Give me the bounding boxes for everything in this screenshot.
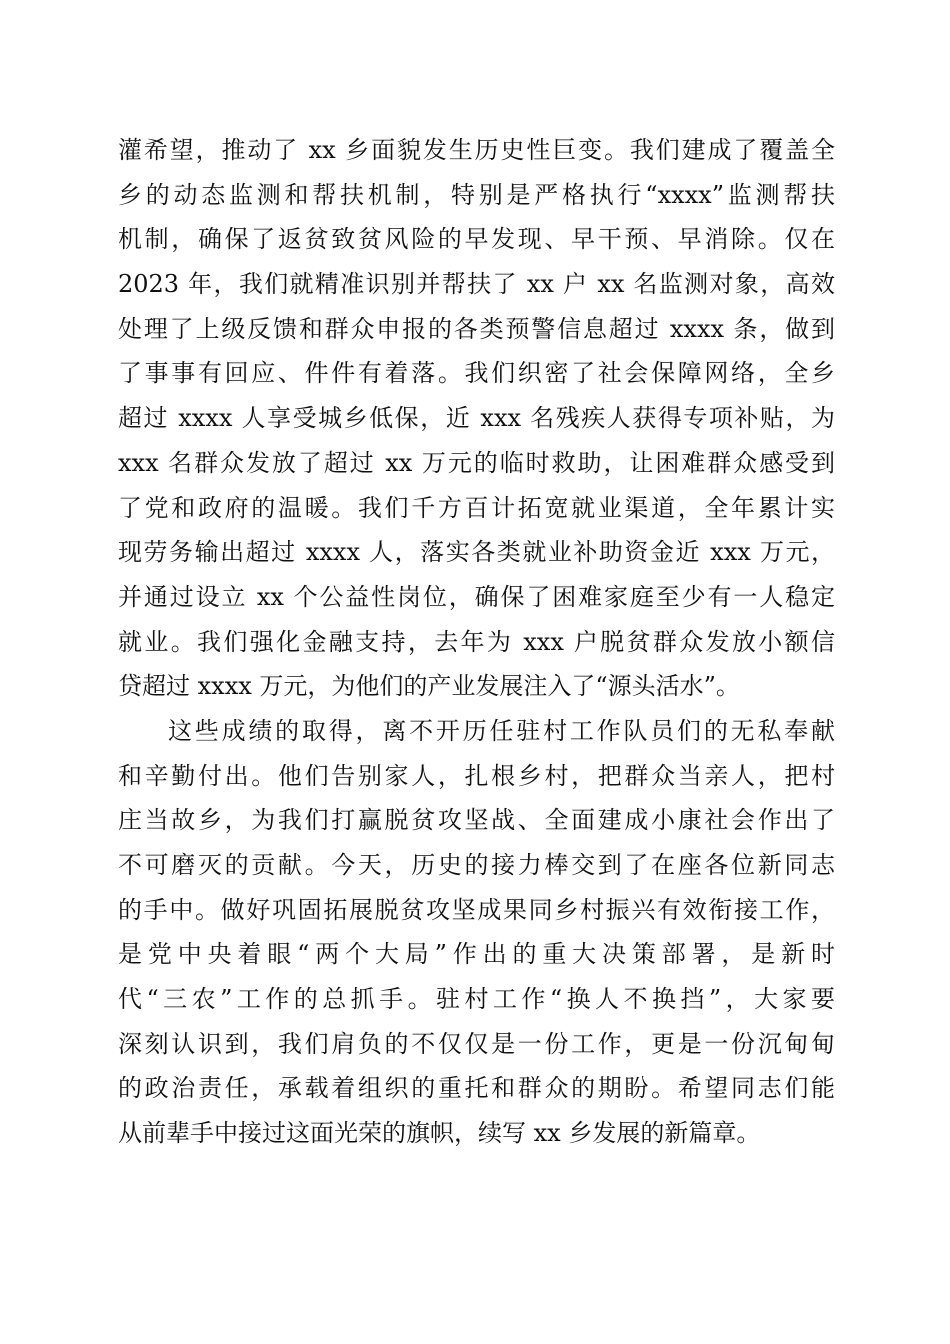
- paragraph-line: 机制，确保了返贫致贫风险的早发现、早干预、早消除。仅在: [118, 225, 835, 254]
- paragraph-line: 代“三农”工作的总抓手。驻村工作“换人不换挡”，大家要: [118, 985, 835, 1014]
- paragraph-line: 超过 xxxx 人享受城乡低保，近 xxx 名残疾人获得专项补贴，为: [118, 404, 835, 433]
- paragraph-line: 就业。我们强化金融支持，去年为 xxx 户脱贫群众发放小额信: [118, 627, 835, 656]
- paragraph-line: 现劳务输出超过 xxxx 人，落实各类就业补助资金近 xxx 万元，: [118, 538, 835, 567]
- paragraph-line: 贷超过 xxxx 万元，为他们的产业发展注入了“源头活水”。: [118, 672, 740, 701]
- paragraph-line: 并通过设立 xx 个公益性岗位，确保了困难家庭至少有一人稳定: [118, 582, 835, 611]
- document-body: [118, 128, 835, 1156]
- paragraph-line: 灌希望，推动了 xx 乡面貌发生历史性巨变。我们建成了覆盖全: [118, 136, 835, 164]
- paragraph-line: 的手中。做好巩固拓展脱贫攻坚成果同乡村振兴有效衔接工作，: [118, 895, 835, 924]
- paragraph-line: 和辛勤付出。他们告别家人，扎根乡村，把群众当亲人，把村: [118, 761, 835, 790]
- paragraph-line: 处理了上级反馈和群众申报的各类预警信息超过 xxxx 条，做到: [118, 314, 835, 343]
- paragraph-line: 2023 年，我们就精准识别并帮扶了 xx 户 xx 名监测对象，高效: [118, 270, 835, 299]
- paragraph-line: 这些成绩的取得，离不开历任驻村工作队员们的无私奉献: [168, 716, 835, 745]
- paragraph-line: 深刻认识到，我们肩负的不仅仅是一份工作，更是一份沉甸甸: [118, 1029, 835, 1058]
- paragraph-line: 的政治责任，承载着组织的重托和群众的期盼。希望同志们能: [118, 1074, 835, 1103]
- paragraph-line: 了事事有回应、件件有着落。我们织密了社会保障网络，全乡: [118, 359, 835, 388]
- paragraph-line: xxx 名群众发放了超过 xx 万元的临时救助，让困难群众感受到: [118, 448, 835, 477]
- paragraph-line: 从前辈手中接过这面光荣的旗帜，续写 xx 乡发展的新篇章。: [118, 1119, 761, 1148]
- paragraph-line: 庄当故乡，为我们打赢脱贫攻坚战、全面建成小康社会作出了: [118, 806, 835, 835]
- paragraph-2: [118, 709, 835, 1156]
- paragraph-line: 了党和政府的温暖。我们千方百计拓宽就业渠道，全年累计实: [118, 493, 835, 522]
- paragraph-1: [118, 128, 835, 709]
- paragraph-line: 是党中央着眼“两个大局”作出的重大决策部署，是新时: [118, 940, 835, 969]
- paragraph-line: 乡的动态监测和帮扶机制，特别是严格执行“xxxx”监测帮扶: [118, 180, 835, 209]
- paragraph-line: 不可磨灭的贡献。今天，历史的接力棒交到了在座各位新同志: [118, 851, 835, 879]
